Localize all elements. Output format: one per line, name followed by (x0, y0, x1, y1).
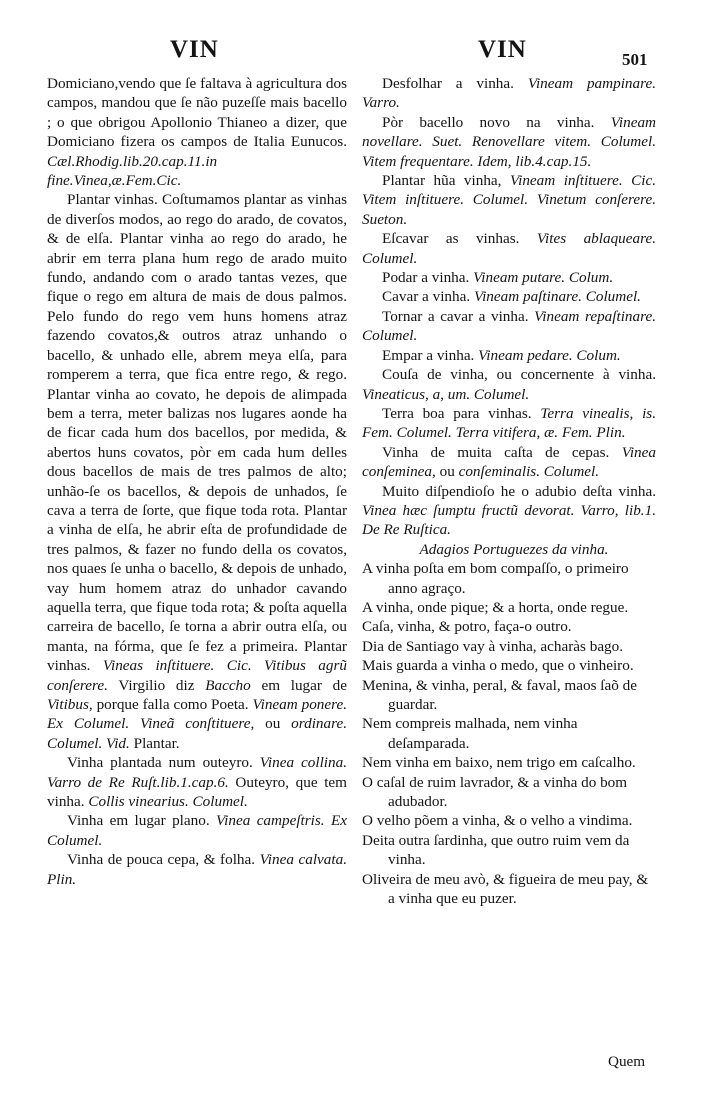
adagio-item: Oliveira de meu avò, & figueira de meu pay, & a vinha que eu puzer. (362, 870, 649, 908)
portuguese-text: , ou (250, 715, 292, 733)
page-number: 501 (622, 50, 648, 69)
portuguese-text: Domiciano,vendo que ſe faltava à agricultura dos campos, mandou que ſe não puzeſſe mais bacello ; o que obrigou Apollonio Thianeo a dizer, que Domiciano fizera os campos de Italia Eunucos. (47, 75, 347, 151)
adagio-item: A vinha, onde pique; & a horta, onde regue. (362, 598, 629, 616)
adagios-list (362, 559, 656, 908)
portuguese-text: Outeyro, que tem vinha. (47, 773, 347, 811)
latin-equivalent: Vineam inſtituere. Cic. Vitem inſtituere. Columel. Vinetum conſerere. Sueton. (362, 172, 656, 228)
portuguese-text: Podar a vinha. (382, 269, 474, 287)
latin-equivalent: Terra vinealis, is. Fem. Columel. Terra vitifera, æ. Fem. Plin. (362, 404, 656, 442)
adagio-item: O caſal de ruim lavrador, & a vinha do bom adubador. (362, 773, 628, 811)
right-column-entries (362, 74, 656, 540)
dictionary-entry (362, 287, 656, 306)
dictionary-entry (362, 113, 656, 171)
catchword: Quem (608, 1053, 646, 1070)
dictionary-entry (362, 404, 656, 443)
latin-equivalent: Vites ablaqueare. Columel. (362, 230, 656, 267)
latin-equivalent: Vineam pampinare. Varro. (362, 75, 656, 112)
portuguese-text: , porque falla como Poeta. (88, 696, 253, 713)
latin-equivalent: Vinea conſeminea, (362, 443, 656, 481)
latin-equivalent: Vineam ponere. Ex Columel. Vineã conſtituere (47, 696, 348, 733)
dictionary-entry (362, 74, 656, 113)
portuguese-text: Desfolhar a vinha. (382, 75, 528, 92)
dictionary-entry (362, 482, 656, 540)
portuguese-text: Tornar a cavar a vinha. (382, 307, 535, 325)
portuguese-text: Plantar vinhas. Coſtumamos plantar as vinhas de diverſos modos, ao rego do arado, de covatos, & de elſa. Plantar vinha ao rego do arado, he abrir em terra plana hum rego de arado muito fundo, andando com o arado tantas vezes, que fique o rego em altura de mais de dous palmos. Pelo fundo do rego vem huns homens atraz fazendo covatos,& outros atraz unhando o bacello, & unhado elle, abrem meya elſa, para romperem a terra, que fica entre rego, & rego. Plantar vinha ao covato, he depois de alimpada bem a terra, meter balizas nos lugares aonde ha de ficar cada hum dos bacellos, por medida, & abertos huns covatos, pòr em cada hum delles dous bacellos de mais de tres palmos de alto; unhão-ſe os bacellos, & depois de unhados, ſe cava a terra de ſorte, que fique toda rota. Plantar a vinha de elſa, he abrir eſta de profundidade de tres palmos, & fazer no fundo della os covatos, nos quaes ſe unha o bacello, & depois de unhado, vay hum homem atraz do unhador cavando aquella terra, que fique toda rota; & poſta aquella carreira de bacello, ſe torna a abrir outra elſa, ou manta, na fórma, que ſe fez a primeira. Plantar vinhas. (47, 191, 347, 675)
adagio-item: Nem compreis malhada, nem vinha deſamparada. (362, 715, 578, 752)
dictionary-entry (362, 307, 656, 346)
portuguese-text: Cavar a vinha. (382, 288, 474, 306)
latin-equivalent: Vineas inſtituere. Cic. Vitibus agrũ conſerere. (47, 657, 347, 694)
latin-equivalent: Cæl.Rhodig.lib.20.cap.11.in fine.Vinea,æ.Fem.Cic. (47, 152, 218, 190)
portuguese-text: Plantar hũa vinha, (382, 172, 510, 190)
portuguese-text: Vinha plantada num outeyro. (67, 754, 260, 772)
adagio-item: Nem vinha em baixo, nem trigo em caſcalho. (362, 754, 636, 772)
adagio-item: Caſa, vinha, & potro, faça-o outro. (362, 618, 572, 636)
dictionary-entry (47, 753, 347, 811)
portuguese-text: Empar a vinha. (382, 346, 479, 364)
latin-equivalent: Vitibus (47, 696, 89, 713)
adagio-item: O velho põem a vinha, & o velho a vindima. (362, 812, 633, 830)
latin-equivalent: Vineam repaſtinare. Columel. (362, 307, 656, 345)
latin-equivalent: Baccho (205, 676, 251, 694)
adagio-item: A vinha poſta em bom compaſſo, o primeiro anno agraço. (362, 560, 629, 597)
portuguese-text: Couſa de vinha, ou concernente à vinha. (382, 366, 656, 384)
portuguese-text: Vinha de muita caſta de cepas. (382, 443, 622, 461)
running-head-right: VIN (478, 36, 527, 63)
latin-equivalent: Vinea calvata. Plin. (47, 851, 348, 888)
portuguese-text: ou (435, 463, 459, 481)
portuguese-text: Pòr bacello novo na vinha. (382, 113, 611, 131)
left-column (47, 74, 347, 889)
latin-equivalent: Collis vinearius. Columel. (88, 793, 248, 811)
adagio-item: Dia de Santiago vay à vinha, acharàs bago. (362, 637, 624, 655)
portuguese-text: Vinha em lugar plano. (67, 812, 217, 830)
adagio-item: Menina, & vinha, peral, & faval, maos ſaõ de guardar. (362, 676, 637, 713)
dictionary-entry (362, 443, 656, 482)
latin-equivalent: Vinea hæc ſumptu fructũ devorat. Varro, lib.1. De Re Ruſtica. (362, 501, 656, 539)
latin-equivalent: Vinea collina. Varro de Re Ruſt.lib.1.cap.6. (47, 754, 347, 791)
latin-equivalent: Vineam paſtinare. Columel. (473, 288, 641, 306)
dictionary-entry (47, 850, 347, 889)
right-column (362, 74, 656, 908)
dictionary-entry (47, 190, 347, 753)
dictionary-entry (362, 346, 656, 365)
dictionary-entry (362, 365, 656, 404)
adagios-heading: Adagios Portuguezes da vinha. (419, 540, 609, 558)
dictionary-entry (362, 229, 656, 268)
latin-equivalent: Vineam putare. Colum. (473, 269, 614, 287)
latin-equivalent: ordinare. Columel. Vid. (47, 715, 347, 752)
latin-equivalent: Vineam pedare. Colum. (478, 346, 621, 364)
portuguese-text: em lugar de (250, 676, 347, 694)
adagio-item: Mais guarda a vinha o medo, que o vinheiro. (362, 657, 634, 675)
portuguese-text: Terra boa para vinhas. (382, 404, 541, 422)
adagio-item: Deita outra ſardinha, que outro ruim vem da vinha. (362, 831, 630, 869)
dictionary-entry (47, 74, 347, 190)
dictionary-entry (362, 268, 656, 287)
portuguese-text: Muito diſpendioſo he o adubio deſta vinha. (382, 482, 656, 500)
latin-equivalent: Vinea campeſtris. Ex Columel. (47, 812, 347, 849)
latin-equivalent: Vineaticus, a, um. Columel. (362, 385, 530, 403)
portuguese-text: Virgilio diz (107, 676, 206, 694)
latin-equivalent: conſeminalis. Columel. (458, 463, 600, 481)
portuguese-text: Plantar. (129, 734, 180, 752)
dictionary-entry (362, 171, 656, 229)
portuguese-text: Eſcavar as vinhas. (382, 230, 537, 248)
running-head-left: VIN (170, 36, 219, 63)
dictionary-entry (47, 811, 347, 850)
portuguese-text: Vinha de pouca cepa, & folha. (67, 851, 260, 869)
latin-equivalent: Vineam novellare. Suet. Renovellare vitem. Columel. Vitem frequentare. Idem, lib.4.cap.15. (362, 113, 656, 170)
